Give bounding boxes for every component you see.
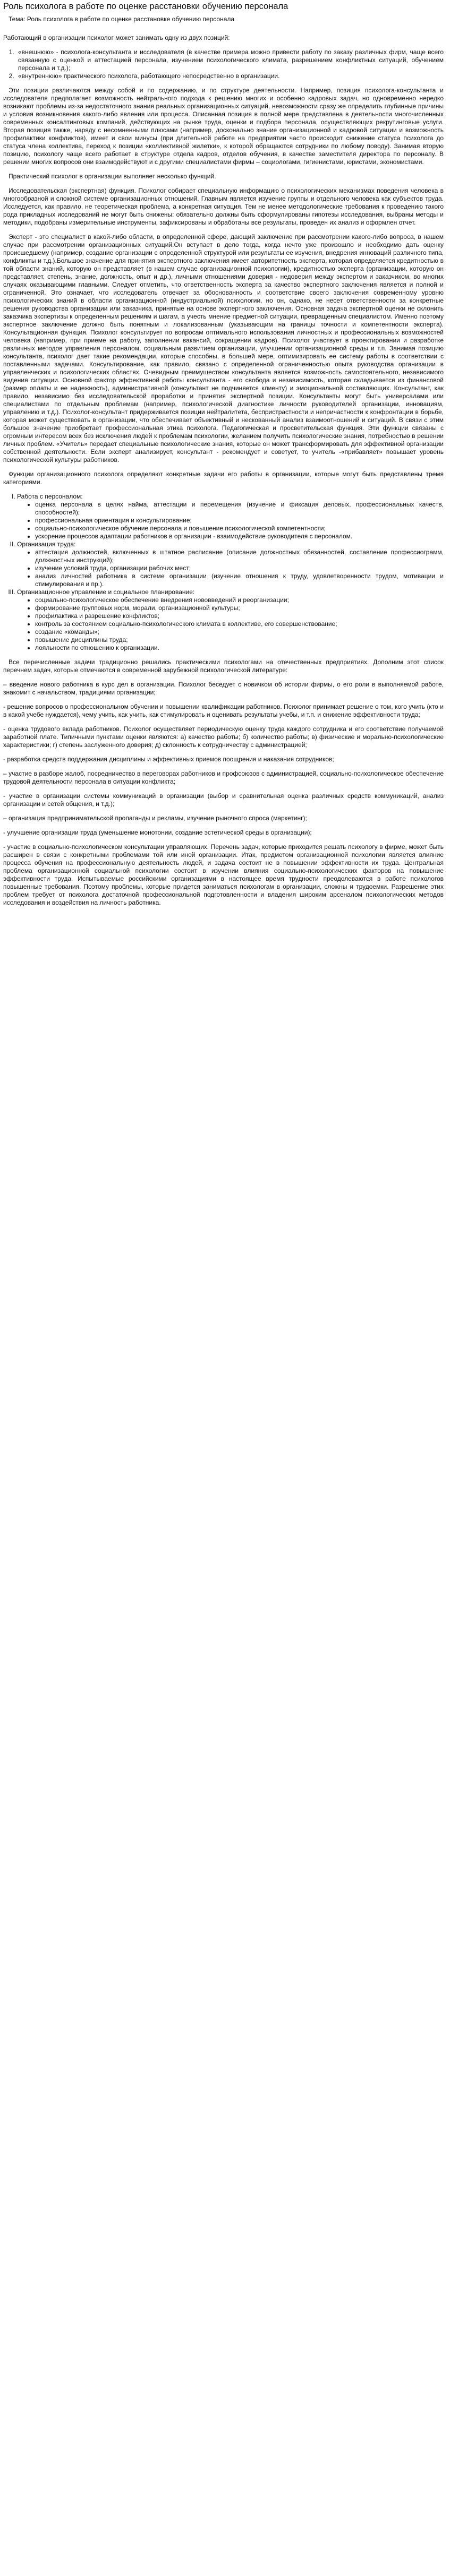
task-paragraph: - улучшение организации труда (уменьшение монотонии, создание эстетической среды в организации); [3, 829, 312, 836]
body-paragraph: Функции организационного психолога определяют конкретные задачи его работы в организации, которые могут быть представлены тремя категориями. [3, 470, 444, 486]
list-item: • социально-психологическое обучение персонала и повышение психологической компетентности; [35, 525, 444, 533]
page-title: Роль психолога в работе по оценке расстановки обучению персонала [3, 2, 288, 11]
body-paragraph: Исследовательская (экспертная) функция. Психолог собирает специальную информацию о психологических механизмах поведения человека в многообразной и сложной системе организационных отношений. Главным является изучение группы и отдельного человека как субъектов труда. Исследуется, как правило, не теоретическая проблема, а конкретная ситуация. Тем не менее методологические требования к проведению такого рода прикладных исследований не могут быть снижены: обязательно должны быть сформулированы гипотезы исследования, выбраны методы и методики, подобраны измерительные инструменты, зафиксированы и обработаны все результаты, проведен их анализ и оформлен отчет. [3, 187, 444, 226]
body-paragraph: Все перечисленные задачи традиционно решались практическими психологами на отечественных предприятиях. Дополним этот список перечнем задач, которые отмечаются в современной зарубежной психологической литературе: [3, 658, 444, 674]
list-item: • социально-психологическое обеспечение внедрения нововведений и реорганизации; [35, 596, 444, 604]
list-item: • анализ личностей работника в системе организации (изучение отношения к труду, удовлетворенности трудом, мотивации и стимулирования и пр.). [35, 572, 444, 588]
body-paragraph: Эксперт - это специалист в какой-либо области, в определенной сфере, дающий заключение при рассмотрении какого-либо вопроса, в нашем случае при рассмотрении организационных ситуаций.Он вступает в дело тогда, когда нечто уже произошло и необходимо дать оценку происшедшему (например, создание организации с определенной структурой или результаты ее изучения, внедрения инноваций различного типа, конфликты и т.д.).Большое значение для принятия экспертного заключения имеет авторитетность эксперта, которая определяется кредитностью в той области знаний, которую он представляет (в нашем случае организационной психологии), кредитностью эксперта (организации, которую он представляет, степень, знание, должность, опыт и др.), личными отношениями доверия - недоверия между экспертом и заказчиком, во многих случаях оказывающими главными. Следует отметить, что ответственность эксперта за качество экспертного заключения является и полной и ограниченной. Это означает, что исследователь отвечает за обоснованность и соответствие своего заключения современному уровню психологических знаний в области организационной (индустриальной) психологии, но он, однако, не несет ответственности за конкретные решения руководства организации или заказчика, принятые на основе экспертного заключения. Основная задача экспертной оценки не склонить заказчика экспертизы к определенным решениям и шагам, а учесть мнение предметной ситуации, превращенным специалистом. Именно поэтому экспертное заключение должно быть понятным и локализованным (указывающим на границы точности и компетентности эксперта). Консультационная функция. Психолог консультирует по вопросам оптимального использования личностных и профессиональных возможностей человека (например, при приеме на работу, заполнении вакансий, сокращении кадров). Психолог участвует в проектировании и разработке различных методов управления персоналом, социальным развитием организации, улучшении организационной среды и т.п. Занимая позицию консультанта, психолог дает такие рекомендации, которые способны, в большей мере, оптимизировать ее систему работы в соответствии с поставленными задачами. Консультирование, как правило, связано с определенной ограниченностью опыта руководства организации в управленческих и психологических областях. Очевидным преимуществом консультанта является возможность самостоятельного, независимого видения ситуации. Основной фактор эффективной работы консультанта - его свобода и независимость, которая складывается из финансовой (размер оплаты и ее надежность), административной (консультант не подчиняется клиенту) и эмоциональной составляющих. Консультант, как правило, независимо без исследовательской проработки и принятия экспертной позиции. Консультанты могут быть универсалами или специалистами по отдельным проблемам (например, психологической диагностике личности руководителей организации, инновациям, управлению и т.д.). Психолог-консультант придерживается позиции нейтралитета, беспристрастности и непричастности к конфронтации в борьбе, которая может существовать в организации, что обеспечивает объективный и нескованный анализ взаимоотношений и ситуаций. В связи с этим большое значение приобретает профессиональная этика психолога. Педагогическая и просветительская функция. Эти функции связаны с огромным интересом всех без исключения людей к проблемам психологии, желанием получить психологические знания, потребностью в решении личных проблем. «Учитель» передает специальные психологические знания, которые он может трансформировать для эффективной организации собственной деятельности. Если эксперт анализирует, консультант - рекомендует и советует, то учитель -«прибавляет» повышает уровень психологической культуры работников. [3, 233, 444, 463]
category-subitems [17, 596, 444, 652]
category-heading: Организационное управление и социальное планирование: [17, 588, 195, 596]
task-paragraph: – введение нового работника в курс дел в организации. Психолог беседует с новичком об истории фирмы, о его роли в выполняемой работе, знакомит с начальством, традициями организации; [3, 681, 444, 696]
position-item: 2. «внутреннюю» практического психолога, работающего непосредственно в организации. [16, 72, 444, 80]
list-item: • создание «команды»; [35, 628, 444, 636]
list-item: • лояльности по отношению к организации. [35, 644, 444, 652]
topic-line: Тема: Роль психолога в работе по оценке расстановке обучению персонала [9, 15, 235, 23]
position-item: 1. «внешнюю» - психолога-консультанта и исследователя (в качестве примера можно привести работу по заказу различных фирм, чаще всего связанную с оценкой и аттестацией персонала, изучением психологического климата, разрешением конфликтных ситуаций, обучением персонала и т.д.); [16, 48, 444, 72]
task-categories-list [3, 493, 444, 652]
task-paragraph: - оценка трудового вклада работников. Психолог осуществляет периодическую оценку труда каждого сотрудника и его соответствие получаемой заработной плате. Типичными пунктами оценки являются: а) качество работы; б) количество работы; в) физические и морально-психологические характеристики; г) степень заслуженного доверия; д) склонность к сотрудничеству с администрацией; [3, 725, 444, 749]
intro-paragraph: Работающий в организации психолог может занимать одну из двух позиций: [3, 34, 230, 41]
task-paragraph: - решение вопросов о профессиональном обучении и повышении квалификации работников. Психолог принимает решение о том, кого учить (кто и в какой учебе нуждается), чему учить, как учить, как стимулировать и оценивать результаты учебы, и т.п. и снижение эффективности труда; [3, 703, 444, 718]
category-heading: Работа с персоналом: [17, 493, 83, 500]
category-subitems [17, 548, 444, 588]
category-item [17, 493, 444, 540]
task-paragraph: - разработка средств поддержания дисциплины и эффективных приемов поощрения и наказания сотрудников; [3, 755, 334, 763]
category-subitems [17, 501, 444, 540]
category-item [17, 588, 444, 652]
category-item [17, 540, 444, 588]
list-item: • аттестация должностей, включенных в штатное расписание (описание должностных обязанностей, составление профессиограмм, должностных инструкций); [35, 548, 444, 564]
list-item: • формирование групповых норм, морали, организационной культуры; [35, 604, 444, 612]
task-paragraph: - участие в социально-психологическом консультации управляющих. Перечень задач, которые приходится решать психологу в фирме, может быть расширен в связи с конкретными проблемами той или иной организации. Итак, предметом организационной психологии является влияние процесса обучения на профессиональную деятельность людей, и задача состоит не в повышении эффективности их труда. Центральная проблема организационной социальной психологии состоит в изучении влияния социально-психологических факторов на повышение эффективности труда. Испытываемые российскими организациями в настоящее время трудности преодолеваются в работе психологов повышенные требования. Поэтому проблемы, которые придется заниматься психологам в организации, сложны и трудоемки. Разрешение этих проблем требует от психолога достаточной профессиональной подготовленности и владения широким арсеналом психологических методов исследования и воздействия на личность работника. [3, 843, 444, 906]
list-item: • контроль за состоянием социально-психологического климата в коллективе, его совершенствование; [35, 620, 444, 628]
list-item: • профилактика и разрешение конфликтов; [35, 612, 444, 620]
task-paragraph: – организация предпринимательской пропаганды и рекламы, изучение рыночного спроса (маркетинг); [3, 814, 307, 822]
list-item: • повышение дисциплины труда; [35, 636, 444, 644]
task-paragraph: - участие в организации системы коммуникаций в организации (выбор и сравнительная оценка различных средств коммуникаций, анализ организации и сетей общения, и т.д.); [3, 792, 444, 808]
positions-list [3, 48, 444, 80]
task-paragraph: – участие в разборе жалоб, посредничество в переговорах работников и профсоюзов с администрацией, социально-психологическое обеспечение трудовой деятельности персонала в ситуации конфликта; [3, 770, 444, 785]
body-paragraph: Эти позиции различаются между собой и по содержанию, и по структуре деятельности. Например, позиция психолога-консультанта и исследователя предполагает возможность нейтрального подхода к решению многих и особенно кадровых задач, но одновременно нередко возникают проблемы из-за недостаточного знания реальных организационных ситуаций, невозможности сразу же определить глубинные причины и условия возникновения какого-либо явления или процесса. Описанная позиция в полной мере представлена в деятельности многочисленных современных консалтинговых компаний, действующих на рынке труда, оценки и подбора персонала, осуществляющих рекрутинговые услуги. Вторая позиция также, наряду с несомненными плюсами (например, досконально знание организационной и кадровой ситуации и возможность профилактики конфликтов), имеет и свои минусы (при длительной работе на предприятии часто происходит снижение статуса психолога до статуса члена коллектива, переход к позиции «коллективной жилетки», к которой обращаются сотрудники по любому поводу). Занимая вторую позицию, психологу чаще всего работает в структуре отдела кадров, отделов обучения, в качестве заместителя директора по персоналу. В решении многих вопросов они взаимодействуют и с другими специалистами фирмы – социологами, гигиенистами, юристами, экономистами. [3, 87, 444, 166]
body-paragraph: Практический психолог в организации выполняет несколько функций. [9, 173, 216, 180]
list-item: • ускорение процессов адаптации работников в организации - взаимодействие руководителя с персоналом. [35, 533, 444, 540]
list-item: • оценка персонала в целях найма, аттестации и перемещения (изучение и фиксация деловых, профессиональных качеств, способностей); [35, 501, 444, 517]
category-heading: Организация труда: [17, 540, 76, 548]
list-item: • изучение условий труда, организации рабочих мест; [35, 564, 444, 572]
list-item: • профессиональная ориентация и консультирование; [35, 517, 444, 525]
